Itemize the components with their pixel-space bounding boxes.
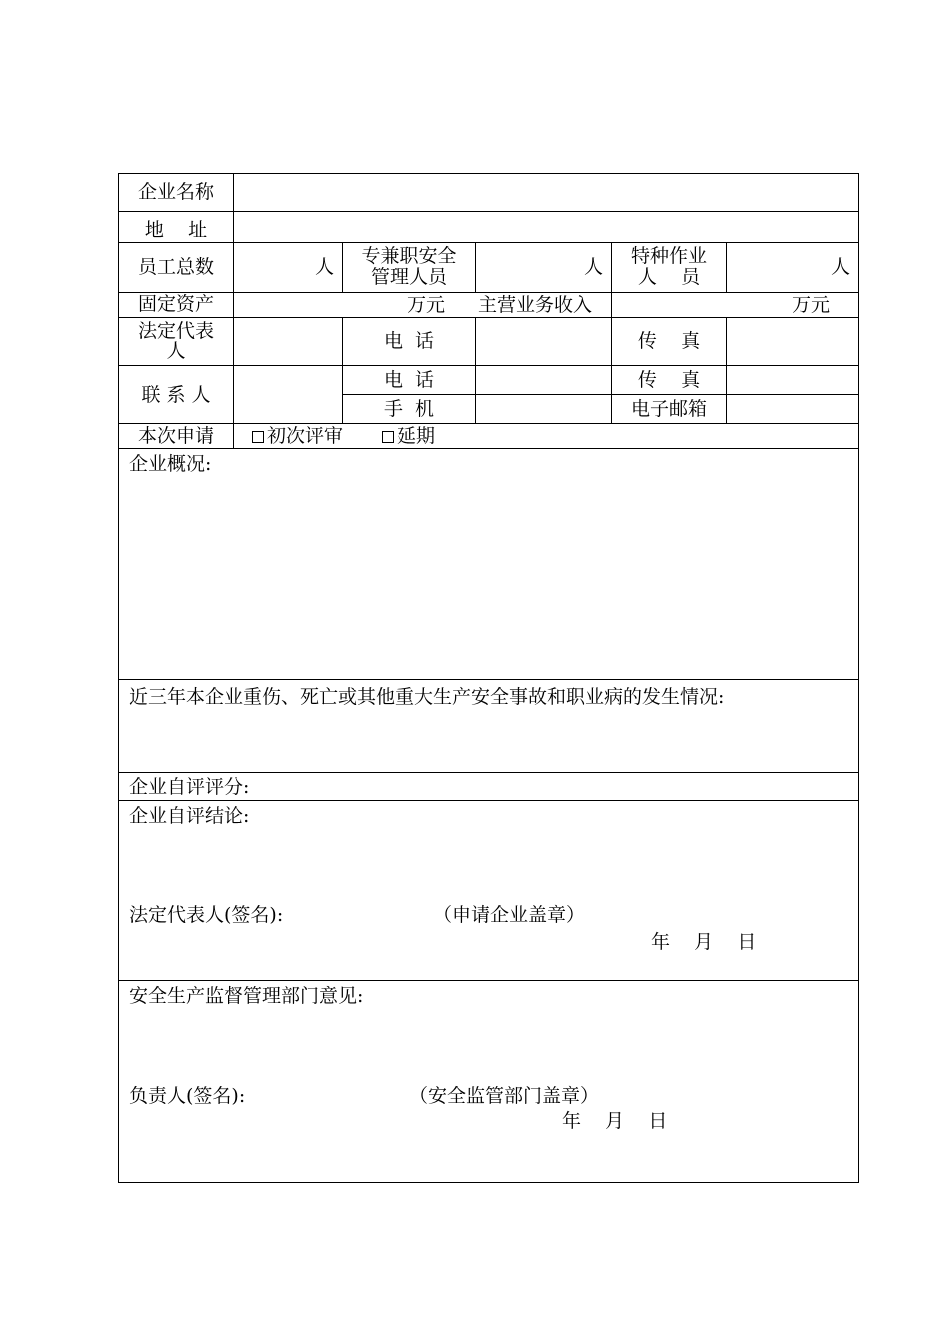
safety-staff-label-line2: 管理人员	[370, 266, 447, 288]
row-divider	[119, 679, 858, 680]
initial-review-label: 初次评审	[267, 425, 344, 447]
row-divider	[119, 423, 858, 424]
safety-staff-unit: 人	[583, 256, 603, 278]
overview-field[interactable]	[119, 474, 858, 679]
mobile-label: 手 机	[383, 398, 435, 420]
row-divider	[119, 980, 858, 981]
contact-phone-field[interactable]	[476, 366, 611, 394]
legal-rep-label-line1: 法定代表	[137, 320, 214, 342]
mobile-field[interactable]	[476, 395, 611, 423]
row-divider	[119, 800, 858, 801]
email-label: 电子邮箱	[630, 398, 707, 420]
revenue-label: 主营业务收入	[478, 294, 593, 316]
authority-seal-text: （安全监管部门盖章）	[409, 1085, 600, 1107]
legal-rep-phone-field[interactable]	[476, 318, 611, 365]
row-divider	[119, 772, 858, 773]
overview-label: 企业概况:	[129, 453, 212, 475]
address-label: 地 址	[144, 219, 208, 241]
contact-name-field[interactable]	[234, 366, 342, 423]
address-field[interactable]	[234, 212, 858, 242]
row-divider	[119, 448, 858, 449]
fixed-assets-unit: 万元	[407, 294, 446, 316]
extension-checkbox[interactable]	[382, 431, 394, 443]
accidents-label: 近三年本企业重伤、死亡或其他重大生产安全事故和职业病的发生情况:	[129, 686, 725, 708]
application-type-label: 本次申请	[137, 425, 214, 447]
company-seal-text: （申请企业盖章）	[433, 904, 586, 926]
initial-review-option[interactable]	[252, 425, 343, 447]
responsible-signature-label: 负责人(签名):	[129, 1085, 246, 1107]
safety-staff-label-line1: 专兼职安全	[361, 245, 457, 267]
self-conclusion-label: 企业自评结论:	[129, 805, 250, 827]
legal-rep-field[interactable]	[234, 318, 342, 365]
extension-option[interactable]	[382, 425, 435, 447]
accidents-field[interactable]	[119, 710, 858, 772]
contact-phone-label: 电 话	[383, 369, 435, 391]
special-worker-label-line1: 特种作业	[630, 245, 707, 267]
total-staff-label: 员工总数	[137, 256, 214, 278]
special-worker-unit: 人	[830, 256, 850, 278]
contact-fax-field[interactable]	[727, 366, 858, 394]
authority-opinion-label: 安全生产监督管理部门意见:	[129, 985, 364, 1007]
contact-fax-label: 传 真	[637, 369, 701, 391]
email-field[interactable]	[727, 395, 858, 423]
company-name-field[interactable]	[234, 174, 858, 211]
total-staff-unit: 人	[314, 256, 334, 278]
authority-date-text: 年 月 日	[562, 1110, 668, 1132]
contact-label: 联 系 人	[141, 384, 211, 406]
legal-rep-phone-label: 电 话	[383, 330, 435, 352]
extension-label: 延期	[397, 425, 436, 447]
special-worker-label-line2: 人 员	[637, 266, 701, 288]
initial-review-checkbox[interactable]	[252, 431, 264, 443]
application-form-table	[118, 173, 859, 1183]
revenue-unit: 万元	[792, 294, 831, 316]
legal-rep-fax-label: 传 真	[637, 330, 701, 352]
fixed-assets-label: 固定资产	[137, 293, 214, 315]
company-name-label: 企业名称	[137, 181, 214, 203]
legal-rep-signature-label: 法定代表人(签名):	[129, 904, 284, 926]
legal-rep-fax-field[interactable]	[727, 318, 858, 365]
legal-rep-label-line2: 人	[166, 340, 186, 362]
company-date-text: 年 月 日	[651, 931, 757, 953]
self-score-label: 企业自评评分:	[129, 776, 250, 798]
